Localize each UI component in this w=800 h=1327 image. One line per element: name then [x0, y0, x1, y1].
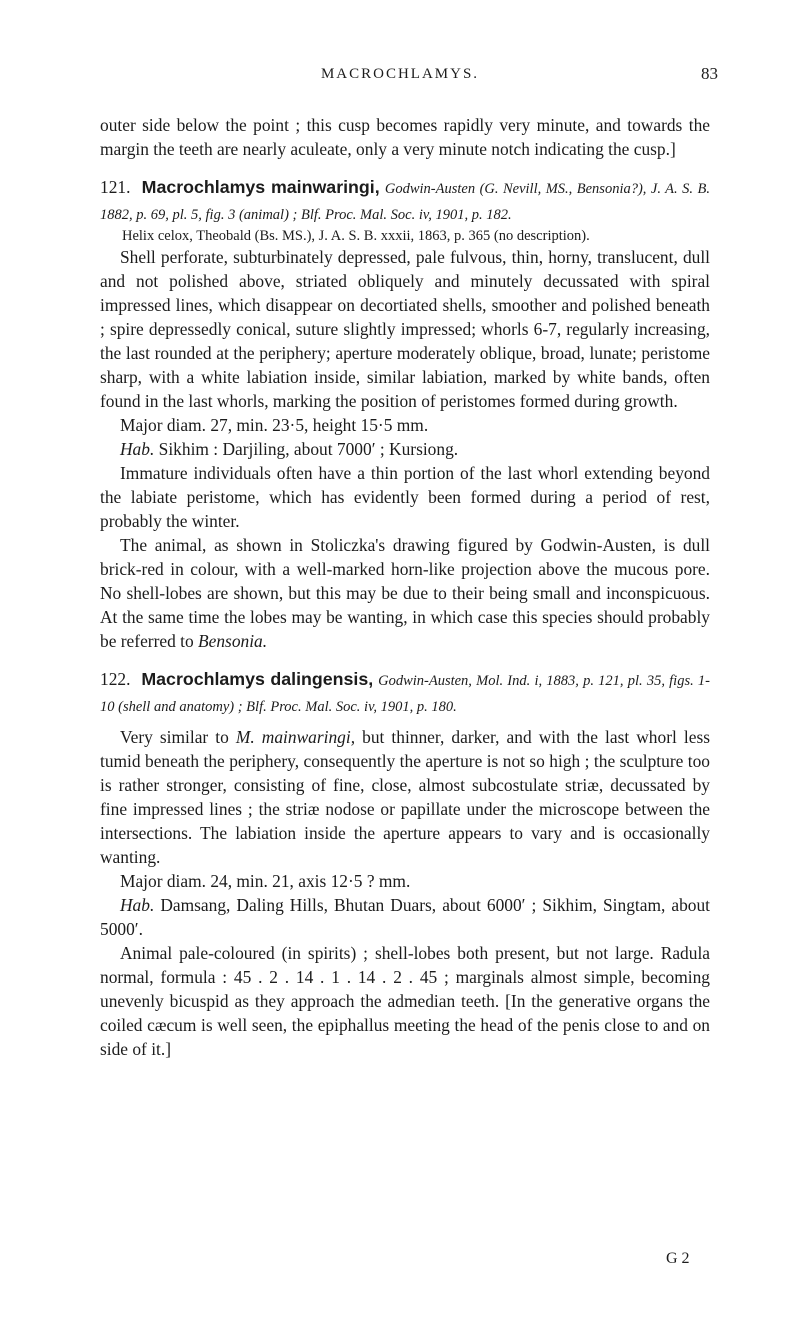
species-description	[100, 725, 710, 869]
habitat	[100, 437, 710, 461]
habitat-label: Hab.	[120, 895, 155, 915]
entry-number: 122.	[100, 669, 131, 689]
species-description: Shell perforate, subturbinately depressed, pale fulvous, thin, horny, translucent, dull and not polished above, striated obliquely and minutely decussated with spiral impressed lines, which disappear on decortiated shells, smoother and polished beneath ; spire depressedly conical, suture slightly impressed; whorls 6-7, regularly increasing, the last rounded at the periphery; aperture moderately oblique, broad, lunate; peristome sharp, with a white labiation inside, similar labiation, marked by white bands, often found in the last whorls, marking the position of peristomes formed during growth.	[100, 247, 710, 411]
citation: Godwin-Austen, Mol. Ind. i, 1883, p. 121, pl. 35, figs. 1-10 (shell and anatomy) ; Blf. Proc. Mal. Soc. iv, 1901, p. 180.	[100, 673, 710, 715]
notes-paragraph	[100, 533, 710, 653]
species-name: Macrochlamys dalingensis,	[141, 669, 374, 689]
habitat	[100, 893, 710, 941]
signature-mark: G 2	[666, 1250, 690, 1267]
genus-reference: Bensonia.	[198, 631, 268, 651]
description-text: Very similar to	[120, 727, 229, 747]
citation: Godwin-Austen (G. Nevill, MS., Bensonia?), J. A. S. B. 1882, p. 69, pl. 5, fig. 3 (animal) ; Blf. Proc. Mal. Soc. iv, 1901, p. 182.	[100, 181, 710, 223]
notes-paragraph: Immature individuals often have a thin portion of the last whorl extending beyond the labiate peristome, which has evidently been formed during a period of rest, probably the winter.	[100, 463, 710, 531]
habitat-text: Damsang, Daling Hills, Bhutan Duars, about 6000′ ; Sikhim, Singtam, about 5000′.	[100, 895, 710, 939]
body-text	[100, 113, 710, 1061]
notes-text: The animal, as shown in Stoliczka's drawing figured by Godwin-Austen, is dull brick-red in colour, with a well-marked horn-like projection above the mucous pore. No shell-lobes are shown, but this may be due to their being small and inconspicuous. At the same time the lobes may be wanting, in which case this species should probably be referred to	[100, 535, 710, 651]
entry-121-heading	[100, 175, 710, 227]
continued-paragraph: outer side below the point ; this cusp becomes rapidly very minute, and towards the margin the teeth are nearly aculeate, only a very minute notch indicating the cusp.]	[100, 115, 710, 159]
page-number: 83	[701, 64, 718, 83]
description-text: but thinner, darker, and with the last whorl less tumid beneath the periphery, consequently the aperture is not so high ; the sculpture too is rather stronger, consisting of fine, close, almost subcostulate striæ, decussated by fine impressed lines ; the striæ nodose or papillate under the microscope between the intersections. The labiation inside the aperture appears to vary and is occasionally wanting.	[100, 727, 710, 867]
measurements: Major diam. 27, min. 23·5, height 15·5 mm.	[120, 415, 429, 435]
entry-122-heading	[100, 667, 710, 719]
anatomy-paragraph: Animal pale-coloured (in spirits) ; shell-lobes both present, but not large. Radula normal, formula : 45 . 2 . 14 . 1 . 14 . 2 . 45 ; marginals almost simple, becoming unevenly bicuspid as they approach the admedian teeth. [In the generative organs the coiled cæcum is well seen, the epiphallus meeting the head of the penis close to and on side of it.]	[100, 943, 710, 1059]
habitat-text: Sikhim : Darjiling, about 7000′ ; Kursiong.	[158, 439, 459, 459]
page-header	[0, 62, 800, 92]
measurements: Major diam. 24, min. 21, axis 12·5 ? mm.	[120, 871, 411, 891]
habitat-label: Hab.	[120, 439, 155, 459]
synonym-citation: Helix celox, Theobald (Bs. MS.), J. A. S. B. xxxii, 1863, p. 365 (no description).	[122, 228, 590, 244]
running-head: MACROCHLAMYS.	[320, 66, 480, 82]
species-reference: M. mainwaringi,	[235, 727, 356, 747]
species-name: Macrochlamys mainwaringi,	[141, 177, 380, 197]
entry-number: 121.	[100, 177, 131, 197]
